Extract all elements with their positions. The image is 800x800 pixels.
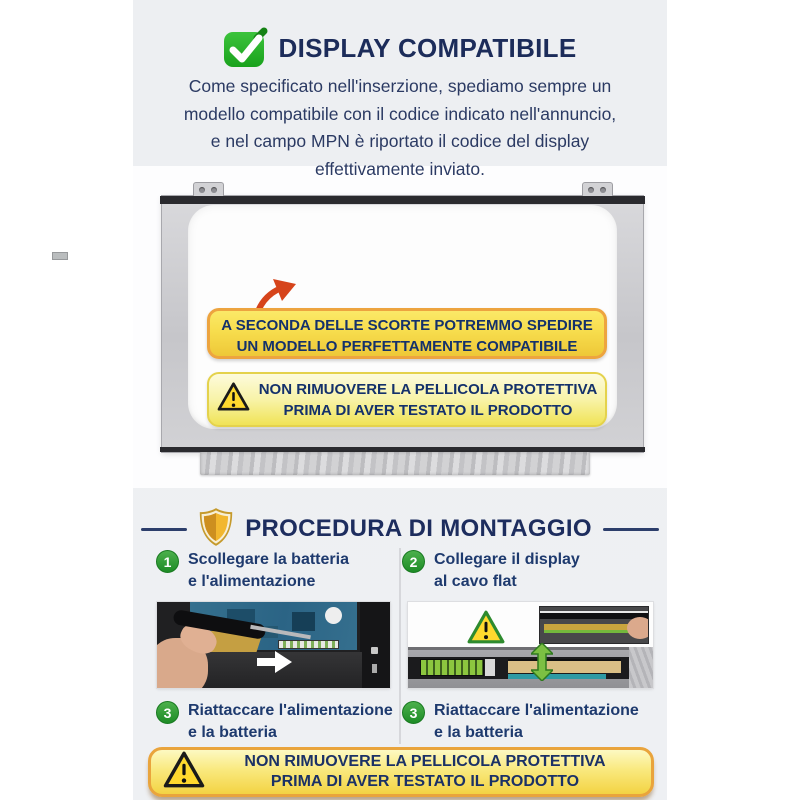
panel-top-edge xyxy=(160,196,645,204)
page-title: DISPLAY COMPATIBILE xyxy=(278,32,577,63)
check-icon xyxy=(224,29,266,67)
header xyxy=(133,26,667,70)
footer-warning-line2: PRIMA DI AVER TESTATO IL PRODOTTO xyxy=(270,773,580,790)
screw-hole xyxy=(600,187,606,193)
chassis-side xyxy=(360,602,390,688)
flat-cable xyxy=(508,659,621,674)
warning-triangle-icon xyxy=(217,382,250,417)
column-divider xyxy=(399,548,401,744)
flex-cable-bar xyxy=(544,624,631,633)
footer-warning-text xyxy=(213,752,651,792)
screw-hole xyxy=(211,187,217,193)
footer-warning-banner xyxy=(148,747,654,797)
warning-triangle-icon xyxy=(163,751,205,793)
step-3-right-line1: Riattaccare l'alimentazione xyxy=(434,702,639,719)
title-rule-left xyxy=(141,528,187,531)
panel-pcb-tab xyxy=(52,252,68,260)
foil-edge xyxy=(629,647,654,688)
step-3-left-text xyxy=(188,700,393,744)
footer-warning-line1: NON RIMUOVERE LA PELLICOLA PROTETTIVA xyxy=(244,753,606,770)
step-2 xyxy=(402,549,580,593)
cable-edge xyxy=(508,674,606,678)
battery-connector xyxy=(278,640,339,649)
step-3-right-badge: 3 xyxy=(402,701,425,724)
procedure-header xyxy=(133,509,667,549)
step-1 xyxy=(156,549,349,593)
chip xyxy=(292,612,315,631)
port-icon xyxy=(371,647,378,654)
title-rule-right xyxy=(603,528,659,531)
step-3-left xyxy=(156,700,393,744)
film-warning-line: PRIMA DI AVER TESTATO IL PRODOTTO xyxy=(283,401,573,419)
screw-hole xyxy=(199,187,205,193)
step-3-left-badge: 3 xyxy=(156,701,179,724)
step-3-right xyxy=(402,700,639,744)
film-warning-sticker xyxy=(207,372,607,427)
finger xyxy=(627,617,650,639)
step-1-line2: e l'alimentazione xyxy=(188,573,316,590)
step-2-line1: Collegare il display xyxy=(434,551,580,568)
description xyxy=(143,73,657,183)
panel-bottom-edge xyxy=(160,447,645,452)
screw-standoff xyxy=(325,607,342,624)
connector-latch xyxy=(485,659,495,676)
step-2-badge: 2 xyxy=(402,550,425,573)
description-line: effettivamente inviato. xyxy=(315,158,485,179)
film-warning-line: NON RIMUOVERE LA PELLICOLA PROTETTIVA xyxy=(258,380,598,398)
step-3-right-text xyxy=(434,700,639,744)
step-3-right-line2: e la batteria xyxy=(434,724,523,741)
stock-warning-line: A SECONDA DELLE SCORTE POTREMMO SPEDIRE xyxy=(221,317,593,334)
stock-warning-line: UN MODELLO PERFETTAMENTE COMPATIBILE xyxy=(236,338,578,355)
screw-hole xyxy=(588,187,594,193)
procedure-title: PROCEDURA DI MONTAGGIO xyxy=(245,515,592,542)
connector-closeup-inset xyxy=(539,606,649,644)
stock-warning-sticker xyxy=(207,308,607,359)
step-1-badge: 1 xyxy=(156,550,179,573)
lcd-panel-photo xyxy=(162,196,643,452)
photo-connect-flat-cable xyxy=(408,602,653,688)
step-2-text xyxy=(434,549,580,593)
step-3-left-line2: e la batteria xyxy=(188,724,277,741)
description-line: modello compatibile con il codice indicato nell'annuncio, xyxy=(183,103,617,124)
photo-disconnect-battery xyxy=(157,602,390,688)
description-line: e nel campo MPN è riportato il codice del display xyxy=(210,131,590,151)
step-1-text xyxy=(188,549,349,593)
step-3-left-line1: Riattaccare l'alimentazione xyxy=(188,702,393,719)
shield-icon xyxy=(198,507,234,552)
step-2-line2: al cavo flat xyxy=(434,573,517,590)
lvds-connector xyxy=(420,659,484,676)
description-line: Come specificato nell'inserzione, spediamo sempre un xyxy=(188,76,612,96)
film-warning-text xyxy=(259,379,598,421)
port-icon xyxy=(372,664,377,673)
step-1-line1: Scollegare la batteria xyxy=(188,551,349,568)
